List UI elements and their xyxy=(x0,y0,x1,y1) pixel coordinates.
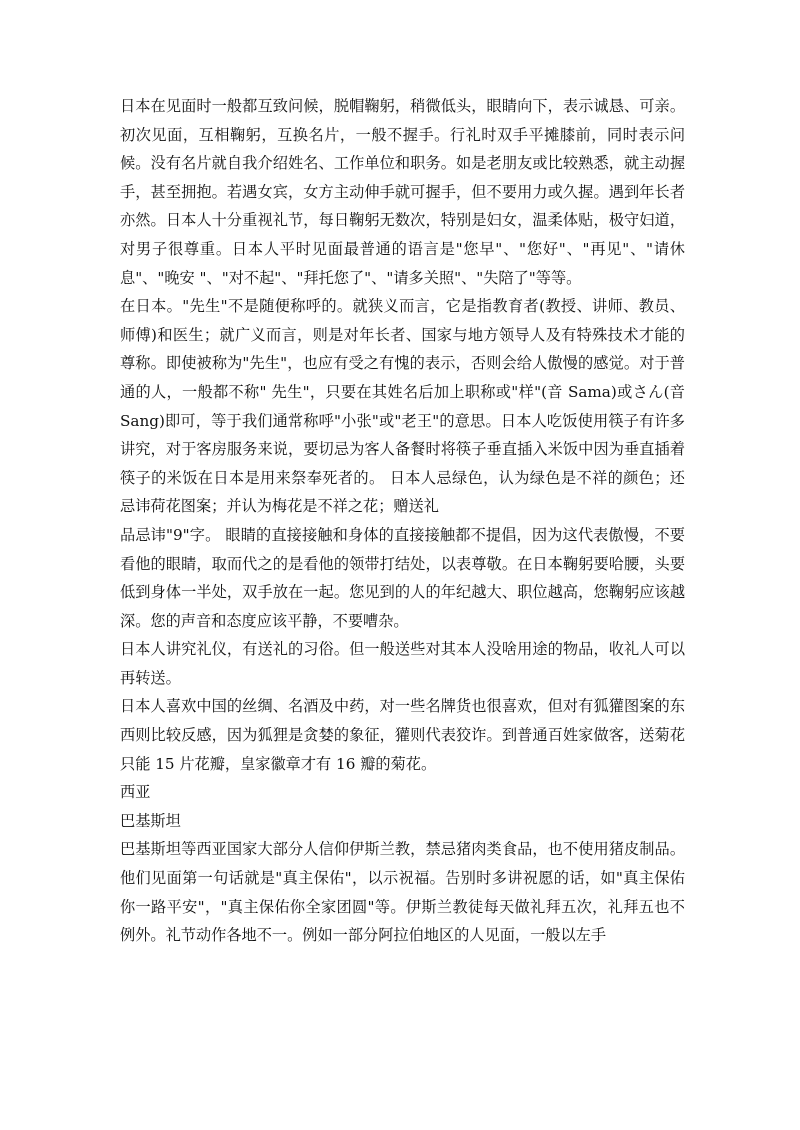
paragraph-japan-greetings: 日本在见面时一般都互致问候，脱帽鞠躬，稍微低头，眼睛向下，表示诚恳、可亲。初次见面，互相鞠躬，互换名片，一般不握手。行礼时双手平摊膝前，同时表示问候。没有名片就自我介绍姓名、工作单位和职务。如是老朋友或比较熟悉，就主动握手，甚至拥抱。若遇女宾，女方主动伸手就可握手，但不要用力或久握。遇到年长者亦然。日本人十分重视礼节，每日鞠躬无数次，特别是妇女，温柔体贴，极守妇道，对男子很尊重。日本人平时见面最普通的语言是"您早"、"您好"、"再见"、"请休息"、"晚安 "、"对不起"、"拜托您了"、"请多关照"、"失陪了"等等。 xyxy=(120,97,685,287)
section-heading-pakistan: 巴基斯坦 xyxy=(120,811,181,830)
paragraph-japan-eye-contact: 品忌讳"9"字。 眼睛的直接接触和身体的直接接触都不提倡，因为这代表傲慢，不要看他的眼睛，取而代之的是看他的领带打结处，以表尊敬。在日本鞠躬要哈腰，头要低到身体一半处，双手放在一起。您见到的人的年纪越大、职位越高，您鞠躬应该越深。您的声音和态度应该平静，不要嘈杂。 xyxy=(120,525,685,630)
document-body xyxy=(120,92,685,950)
paragraph-japan-gifts: 日本人讲究礼仪，有送礼的习俗。但一般送些对其本人没啥用途的物品，收礼人可以再转送。 xyxy=(120,640,685,687)
paragraph-japan-preferences: 日本人喜欢中国的丝绸、名酒及中药，对一些名牌货也很喜欢，但对有狐獾图案的东西则比较反感，因为狐狸是贪婪的象征，獾则代表狡诈。到普通百姓家做客，送菊花只能 15 片花瓣，皇家徽章才有 16 瓣的菊花。 xyxy=(120,697,685,773)
paragraph-japan-sensei: 在日本。"先生"不是随便称呼的。就狭义而言，它是指教育者(教授、讲师、教员、师傅)和医生；就广义而言，则是对年长者、国家与地方领导人及有特殊技术才能的尊称。即使被称为"先生"，也应有受之有愧的表示，否则会给人傲慢的感觉。对于普通的人，一般都不称" 先生"，只要在其姓名后加上职称或"样"(音 Sama)或さん(音 Sang)即可，等于我们通常称呼"小张"或"老王"的意思。日本人吃饭使用筷子有许多讲究，对于客房服务来说，要切忌为客人备餐时将筷子垂直插入米饭中因为垂直插着筷子的米饭在日本是用来祭奉死者的。 日本人忌绿色，认为绿色是不祥的颜色；还忌讳荷花图案；并认为梅花是不祥之花；赠送礼 xyxy=(120,297,685,516)
paragraph-pakistan-customs: 巴基斯坦等西亚国家大部分人信仰伊斯兰教，禁忌猪肉类食品，也不使用猪皮制品。他们见面第一句话就是"真主保佑"，以示祝福。告别时多讲祝愿的话，如"真主保佑你一路平安"，"真主保佑你全家团圆"等。伊斯兰教徒每天做礼拜五次，礼拜五也不例外。礼节动作各地不一。例如一部分阿拉伯地区的人见面，一般以左手 xyxy=(120,840,685,945)
section-heading-west-asia: 西亚 xyxy=(120,783,151,802)
